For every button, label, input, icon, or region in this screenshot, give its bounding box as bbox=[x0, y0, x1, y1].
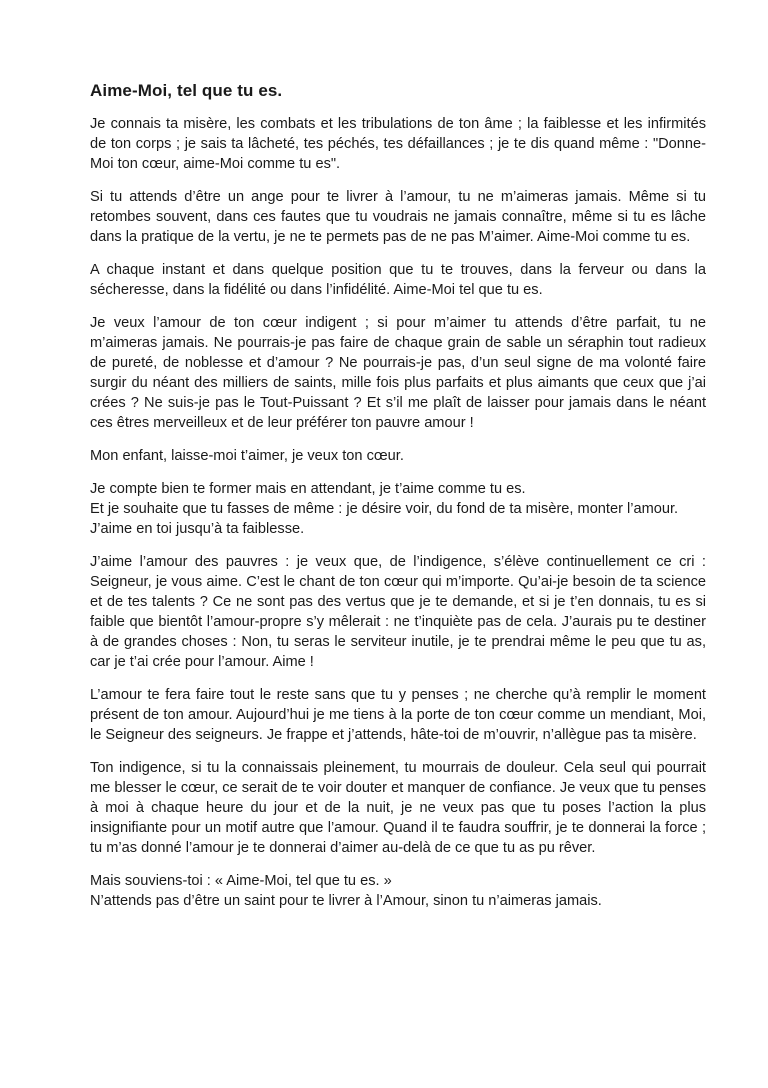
paragraph-line: Et je souhaite que tu fasses de même : je désire voir, du fond de ta misère, monter l’amour. bbox=[90, 501, 679, 517]
paragraph-line: Je connais ta misère, les combats et les tribulations de ton âme ; la faiblesse et les infirmités de ton corps ; je sais ta lâcheté, tes péchés, tes défaillances ; je te dis quand même : "Donne-Moi ton cœur, aime-Moi comme tu es". bbox=[90, 116, 706, 172]
paragraph-line: L’amour te fera faire tout le reste sans que tu y penses ; ne cherche qu’à remplir le moment présent de ton amour. Aujourd’hui je me tiens à la porte de ton cœur comme un mendiant, Moi, le Seigneur des seigneurs. Je frappe et j’attends, hâte-toi de m’ouvrir, n’allègue pas ta misère. bbox=[90, 687, 706, 743]
paragraph-8 bbox=[90, 685, 706, 745]
paragraph-line: Je compte bien te former mais en attendant, je t’aime comme tu es. bbox=[90, 481, 526, 497]
paragraph-5 bbox=[90, 446, 706, 466]
paragraph-line: Mon enfant, laisse-moi t’aimer, je veux ton cœur. bbox=[90, 448, 404, 464]
document-page bbox=[90, 80, 706, 911]
paragraph-line: A chaque instant et dans quelque position que tu te trouves, dans la ferveur ou dans la sécheresse, dans la fidélité ou dans l’infidélité. Aime-Moi tel que tu es. bbox=[90, 262, 706, 298]
paragraph-line: Si tu attends d’être un ange pour te livrer à l’amour, tu ne m’aimeras jamais. Même si tu retombes souvent, dans ces fautes que tu voudrais ne jamais connaître, même si tu es lâche dans la pratique de la vertu, je ne te permets pas de ne pas M’aimer. Aime-Moi comme tu es. bbox=[90, 189, 706, 245]
paragraph-3 bbox=[90, 260, 706, 300]
document-title: Aime-Moi, tel que tu es. bbox=[90, 81, 283, 100]
paragraph-4 bbox=[90, 313, 706, 433]
paragraph-2 bbox=[90, 187, 706, 247]
paragraph-1 bbox=[90, 114, 706, 174]
paragraph-6 bbox=[90, 479, 706, 539]
paragraph-9 bbox=[90, 758, 706, 858]
paragraph-line: Mais souviens-toi : « Aime-Moi, tel que tu es. » bbox=[90, 873, 392, 889]
paragraph-line: N’attends pas d’être un saint pour te livrer à l’Amour, sinon tu n’aimeras jamais. bbox=[90, 893, 602, 909]
paragraph-10 bbox=[90, 871, 706, 911]
paragraph-7 bbox=[90, 552, 706, 672]
paragraph-line: Je veux l’amour de ton cœur indigent ; si pour m’aimer tu attends d’être parfait, tu ne m’aimeras jamais. Ne pourrais-je pas faire de chaque grain de sable un séraphin tout radieux de pureté, de noblesse et d’amour ? Ne pourrais-je pas, d’un seul signe de ma volonté faire surgir du néant des milliers de saints, mille fois plus parfaits et plus aimants que ceux que j’ai crées ? Ne suis-je pas le Tout-Puissant ? Et s’il me plaît de laisser pour jamais dans le néant ces êtres merveilleux et de leur préférer ton pauvre amour ! bbox=[90, 315, 706, 431]
paragraph-line: J’aime l’amour des pauvres : je veux que, de l’indigence, s’élève continuellement ce cri : Seigneur, je vous aime. C’est le chant de ton cœur qui m’importe. Qu’ai-je besoin de ta science et de tes talents ? Ce ne sont pas des vertus que je te demande, et si je t’en donnais, tu es si faible que bientôt l’amour-propre s’y mêlerait : ne t’inquiète pas de cela. J’aurais pu te destiner à de grandes choses : Non, tu seras le serviteur inutile, je te prendrai même le peu que tu as, car je t’ai crée pour l’amour. Aime ! bbox=[90, 554, 706, 670]
paragraph-line: J’aime en toi jusqu’à ta faiblesse. bbox=[90, 521, 305, 537]
paragraph-line: Ton indigence, si tu la connaissais pleinement, tu mourrais de douleur. Cela seul qui pourrait me blesser le cœur, ce serait de te voir douter et manquer de confiance. Je veux que tu penses à moi à chaque heure du jour et de la nuit, je ne veux pas que tu poses l’action la plus insignifiante pour un motif autre que l’amour. Quand il te faudra souffrir, je te donnerai la force ; tu m’as donné l’amour je te donnerai d’aimer au-delà de ce que tu as pu rêver. bbox=[90, 760, 706, 856]
